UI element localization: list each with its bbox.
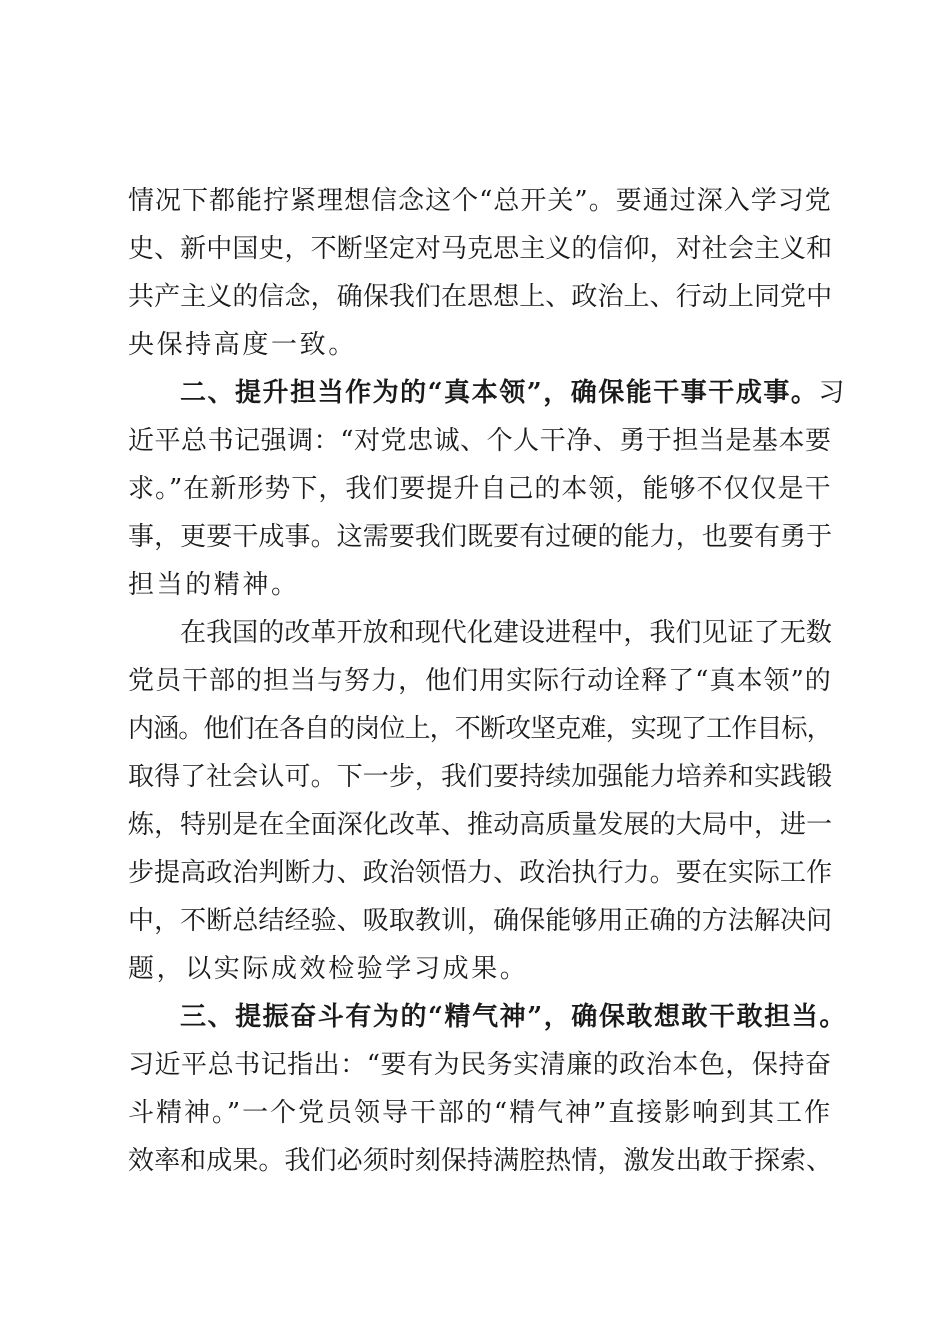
text-line (128, 705, 832, 753)
body-text: 取得了社会认可。下一步，我们要持续加强能力培养和实践锻 (128, 762, 833, 792)
body-text: 党员干部的担当与努力，他们用实际行动诠释了“真本领”的 (128, 666, 832, 696)
text-line (128, 225, 832, 273)
text-line (128, 1041, 832, 1089)
body-text: 斗精神。”一个党员领导干部的“精气神”直接影响到其工作 (128, 1098, 833, 1128)
body-text: 担当的精神。 (128, 570, 300, 600)
text-line (128, 321, 832, 369)
body-text: 内涵。他们在各自的岗位上，不断攻坚克难，实现了工作目标， (128, 714, 832, 744)
text-line (128, 465, 832, 513)
text-line (128, 1137, 832, 1185)
text-line (128, 945, 832, 993)
body-text: 在我国的改革开放和现代化建设进程中，我们见证了无数 (180, 618, 833, 648)
text-line (128, 753, 832, 801)
text-line (128, 1089, 832, 1137)
text-line (128, 993, 847, 1041)
body-text: 中，不断总结经验、吸取教训，确保能够用正确的方法解决问 (128, 906, 833, 936)
body-text: 史、新中国史，不断坚定对马克思主义的信仰，对社会主义和 (128, 234, 833, 264)
text-line (128, 609, 832, 657)
body-text: 炼，特别是在全面深化改革、推动高质量发展的大局中，进一 (128, 810, 833, 840)
body-text: 习近平总书记指出：“要有为民务实清廉的政治本色，保持奋 (128, 1050, 832, 1080)
text-line (128, 849, 832, 897)
body-text: 共产主义的信念，确保我们在思想上、政治上、行动上同党中 (128, 282, 833, 312)
text-line (128, 369, 846, 417)
body-text: 步提高政治判断力、政治领悟力、政治执行力。要在实际工作 (128, 858, 833, 888)
body-text: 情况下都能拧紧理想信念这个“总开关”。要通过深入学习党 (128, 186, 832, 216)
body-text: 习 (818, 378, 846, 408)
text-line (128, 897, 832, 945)
text-line (128, 273, 832, 321)
text-line (128, 177, 832, 225)
text-line (128, 561, 832, 609)
text-line (128, 801, 832, 849)
body-text: 央保持高度一致。 (128, 330, 357, 360)
body-text: 求。”在新形势下，我们要提升自己的本领，能够不仅仅是干 (128, 474, 832, 504)
body-text: 题，以实际成效检验学习成果。 (128, 954, 529, 984)
text-line (128, 513, 832, 561)
body-text: 近平总书记强调：“对党忠诚、个人干净、勇于担当是基本要 (128, 426, 832, 456)
section-heading: 二、提升担当作为的“真本领”，确保能干事干成事。 (180, 378, 819, 408)
section-heading: 三、提振奋斗有为的“精气神”，确保敢想敢干敢担当。 (180, 1002, 847, 1032)
text-line (128, 657, 832, 705)
document-body (128, 177, 847, 1185)
text-line (128, 417, 832, 465)
body-text: 效率和成果。我们必须时刻保持满腔热情，激发出敢于探索、 (128, 1146, 833, 1176)
body-text: 事，更要干成事。这需要我们既要有过硬的能力，也要有勇于 (128, 522, 833, 552)
